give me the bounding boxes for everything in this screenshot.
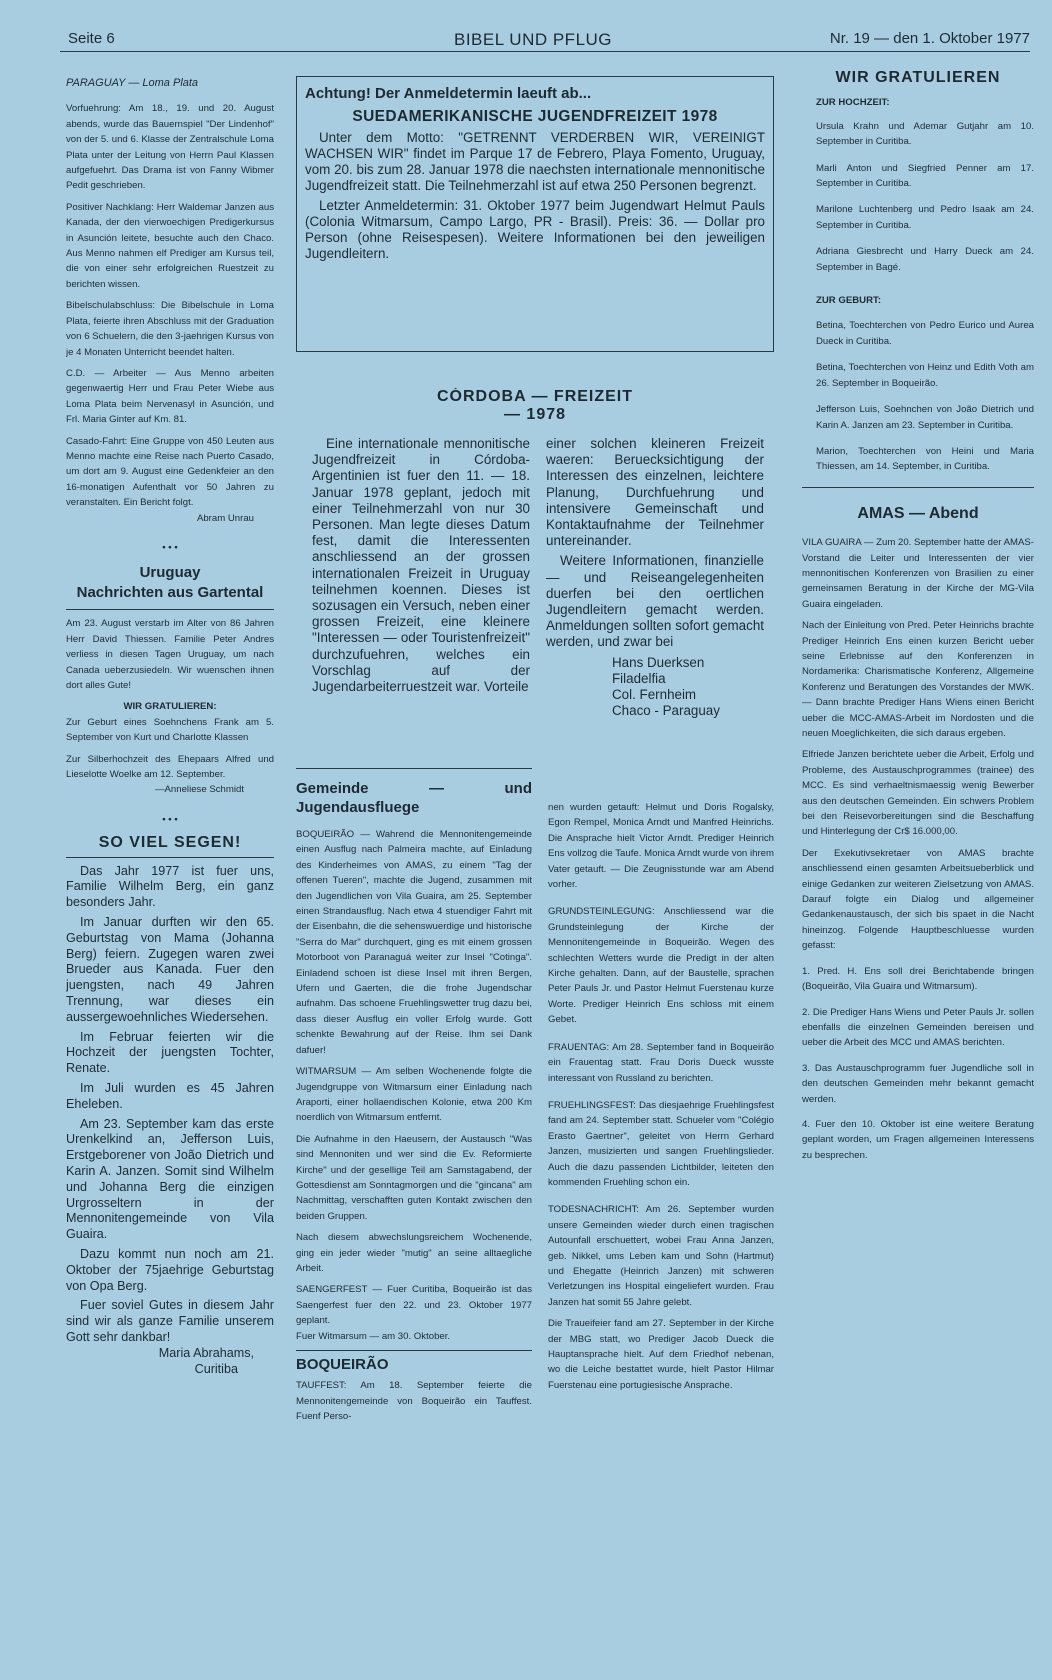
header-rule bbox=[60, 51, 1030, 52]
birth-entry: Marion, Toechterchen von Heini und Maria Thiessen, am 14. September, in Curitiba. bbox=[816, 445, 1034, 473]
box-paragraph: Letzter Anmeldetermin: 31. Oktober 1977 beim Jugendwart Helmut Pauls (Colonia Witmarsum, Campo Largo, PR - Brasil). Preis: 36. — Dollar pro Person (ohne Reisespesen). Weitere Informationen bei den jeweiligen Jugendleitern. bbox=[305, 198, 765, 261]
address-line: Filadelfia bbox=[612, 670, 666, 686]
birth-entry: Jefferson Luis, Soehnchen von João Dietrich und Karin A. Janzen am 23. September in Curitiba. bbox=[816, 404, 1034, 431]
amas-resolution: 3. Das Austauschprogramm fuer Jugendliche soll in den deutschen Gemeinden mehr bekannt gemacht werden. bbox=[802, 1062, 1034, 1105]
amas-title: AMAS — Abend bbox=[857, 504, 979, 522]
page-header bbox=[60, 30, 1030, 50]
amas-paragraph: Der Exekutivsekretaer von AMAS brachte anschliessend einen gesamten Arbeitsueberblick und einige Gedanken zur weiteren Zielsetzung von AMAS. Darauf folgte ein Dialog und allgemeiner Gedankenaustausch, der sich bis spaet in die Nacht hineinzog. Folgende Hauptbeschluesse wurden gefasst: bbox=[802, 847, 1034, 952]
amas-resolution: 1. Pred. H. Ens soll drei Berichtabende bringen (Boqueirão, Vila Guaira und Witmarsum). bbox=[802, 965, 1034, 993]
gemeinde-paragraph: Die Aufnahme in den Haeusern, der Austausch "Was sind Mennoniten und wer sind die Ev. Reformierte Kirche" und der gesellige Teil am Samstagabend, der Gottesdienst am Sonntagmorgen und die "gincana" am Nachmittag, verschafften guten Kontakt zwischen den beiden Gruppen. bbox=[296, 1133, 532, 1222]
article-paragraph: Vorfuehrung: Am 18., 19. und 20. August abends, wurde das Bauernspiel "Der Lindenhof" von der 5. und 6. Klasse der Zentralschule Loma Plata unter der Leitung von Herrn Paul Klassen aufgefuehrt. Das Drama ist von Fanny Wibmer Pedit geschrieben. bbox=[66, 103, 274, 192]
gratulieren-heading: WIR GRATULIEREN: bbox=[123, 701, 217, 713]
amas-paragraph: Elfriede Janzen berichtete ueber die Arbeit, Erfolg und Probleme, des Austauschprogrammes (trainee) des MCC. Es sind verhaeltnismaessig wenig Bewerber aus den deutschen Gemeinden. Ein schwers Problem bei den Reisevorbereitungen sind die Beschaffung und Hinterlegung der Cr$ 16.000,00. bbox=[802, 749, 1034, 838]
divider bbox=[66, 857, 274, 858]
column-gemeinde bbox=[296, 762, 532, 1662]
article-paragraph: Am 23. September kam das erste Urenkelkind an, Jefferson Luis, Erstgeborener von João Dietrich und Karin A. Janzen. Somit sind Wilhelm und Johanna Berg die einzigen Urgrosseltern in der Mennonitengemeinde von Vila Guaira. bbox=[66, 1116, 274, 1242]
signature-place: Curitiba bbox=[194, 1361, 238, 1376]
newspaper-title: BIBEL UND PFLUG bbox=[454, 30, 613, 49]
column-gratulieren bbox=[802, 70, 1034, 1670]
boqueirao-title: BOQUEIRÃO bbox=[296, 1356, 389, 1373]
address-line: Col. Fernheim bbox=[612, 686, 697, 702]
article-paragraph: Im Januar durften wir den 65. Geburtstag von Mama (Johanna Berg) feiern. Zugegen waren zwei Brueder aus Kanada. Fuer den juengsten, nach 49 Jahren Trennung, war dieses ein aussergewoehnliches Wiedersehen. bbox=[66, 915, 274, 1024]
article-paragraph: C.D. — Arbeiter — Aus Menno arbeiten gegenwaertig Herr und Frau Peter Wiebe aus Loma Plata beim Nervenasyl in Asunción, und Frl. Maria Ginter auf Km. 81. bbox=[66, 367, 274, 426]
issue-date: Nr. 19 — den 1. Oktober 1977 bbox=[829, 30, 1030, 47]
article-paragraph: Bibelschulabschluss: Die Bibelschule in Loma Plata, feierte ihren Abschluss mit der Graduation von 6 Schuelern, die den 3-jaehrigen Kursus von je 4 Monaten Unterricht beendet halten. bbox=[66, 300, 274, 358]
cordoba-title: CÓRDOBA — FREIZEIT bbox=[436, 388, 634, 405]
news-paragraph: TODESNACHRICHT: Am 26. September wurden unsere Gemeinden wieder durch einen tragischen Autounfall erschuettert, wobei Frau Anna Janzen, geb. Nikkel, ums Leben kam und Sohn (Hartmut) und Ehegatte (Heinrich Janzen) mit schweren Verletzungen ins Hospital eingeliefert wurden. Frau Janzen hat somit 55 Jahre gelebt. bbox=[548, 1204, 774, 1308]
hochzeit-heading: ZUR HOCHZEIT: bbox=[816, 97, 890, 109]
cordoba-paragraph: Eine internationale mennonitische Jugendfreizeit in Córdoba-Argentinien ist fuer den 11. — 18. Januar 1978 geplant, jedoch mit einer Teilnehmerzahl von nur 30 Personen. Man legte dieses Datum fest, damit die Interessenten anschliessend an der grossen internationalen Freizeit in Uruguay teilnehmen koennen. Dieses ist sozusagen ein Versuch, neben einer grossen Freizeit, eine kleinere "Interessen — oder Touristenfreizeit" durchzufuehren, welches ein Vorschlag auf der Jugendarbeiterruestzeit war. Vorteile bbox=[312, 436, 530, 695]
wedding-entry: Marli Anton und Siegfried Penner am 17. September in Curitiba. bbox=[816, 162, 1034, 190]
divider bbox=[296, 1350, 532, 1351]
birth-entry: Betina, Toechterchen von Heinz und Edith Voth am 26. September in Boqueirão. bbox=[816, 362, 1034, 389]
segen-title: SO VIEL SEGEN! bbox=[98, 834, 242, 852]
wedding-entry: Adriana Giesbrecht und Harry Dueck am 24. September in Bagé. bbox=[816, 246, 1034, 273]
address-line: Chaco - Paraguay bbox=[612, 702, 720, 718]
amas-paragraph: Nach der Einleitung von Pred. Peter Heinrichs brachte Prediger Heinrich Ens einen kurzen Bericht ueber seine Erlebnisse auf den Konferenzen in Nordamerika: Charismatische Konferenz, Allgemeine Konferenz und Beratungen des Vorstandes der MWK. — Dann brachte Prediger Hans Wiens einen Bericht ueber die MCC-AMAS-Arbeit im Nordosten und die neuen Moeglichkeiten, die sich daraus ergeben. bbox=[802, 620, 1034, 739]
separator-dots: • • • bbox=[162, 813, 178, 825]
news-paragraph: FRUEHLINGSFEST: Das diesjaehrige Fruehlingsfest fand am 24. September statt. Schueler vom "Colégio Erasto Gaertner", geleitet von Herrn Gerhard Janzen, musizierten und sangen Fruehlingslieder. Auch die dazu passenden Lichtbilder, leiteten den kommenden Fruehling schon ein. bbox=[548, 1099, 774, 1188]
gemeinde-paragraph: TAUFFEST: Am 18. September feierte die Mennonitengemeinde von Boqueirão ein Tauffest. Fuenf Perso- bbox=[296, 1380, 532, 1423]
column-paraguay bbox=[66, 76, 274, 1416]
article-paragraph: Positiver Nachklang: Herr Waldemar Janzen aus Kanada, der den vierwoechigen Predigerkursus in Asunción leitete, besuchte auch den Chaco. Aus Menno nahmen elf Prediger am Kursus teil, die von einer sehr erfolgreichen Ruestzeit zu berichten wissen. bbox=[66, 201, 274, 290]
news-paragraph: nen wurden getauft: Helmut und Doris Rogalsky, Egon Rempel, Monica Arndt und Manfred Heinrichs. Die Ansprache hielt Victor Arndt. Prediger Heinrich Ens vollzog die Taufe. Monica Arndt wurde von ihrem Vater getauft. — Die Zeugnisstunde war am Abend vorher. bbox=[548, 802, 774, 891]
article-paragraph: Am 23. August verstarb im Alter von 86 Jahren Herr David Thiessen. Familie Peter Andres verliess in diesen Tagen Uruguay, um nach Canada ueberzusiedeln. Wir wuenschen ihnen dort alles Gute! bbox=[66, 618, 274, 691]
geburt-heading: ZUR GEBURT: bbox=[816, 295, 882, 307]
uruguay-subtitle: Nachrichten aus Gartental bbox=[76, 584, 264, 602]
article-paragraph: Im Februar feierten wir die Hochzeit der juengsten Tochter, Renate. bbox=[66, 1029, 274, 1076]
signature: Maria Abrahams, bbox=[158, 1345, 254, 1360]
divider bbox=[802, 487, 1034, 488]
divider bbox=[66, 609, 274, 610]
article-paragraph: Zur Geburt eines Soehnchens Frank am 5. September von Kurt und Charlotte Klassen bbox=[66, 716, 274, 744]
divider bbox=[296, 768, 532, 769]
amas-resolution: 2. Die Prediger Hans Wiens und Peter Pauls Jr. sollen ebenfalls die einzelnen Gemeinden bereisen und ueber die Arbeit des MCC und AMAS berichten. bbox=[802, 1006, 1034, 1049]
gemeinde-paragraph: WITMARSUM — Am selben Wochenende folgte die Jugendgruppe von Witmarsum einer Einladung nach Araporti, einer hollaendischen Kolonie, etwa 200 Km noerdlich von Witmarsum entfernt. bbox=[296, 1066, 532, 1124]
section-paraguay: PARAGUAY — Loma Plata bbox=[66, 77, 199, 89]
wedding-entry: Marilone Luchtenberg und Pedro Isaak am 24. September in Curitiba. bbox=[816, 204, 1034, 231]
separator-dots: • • • bbox=[162, 541, 178, 553]
amas-resolution: 4. Fuer den 10. Oktober ist eine weitere Beratung geplant worden, um Fragen allgemeinen Interessens zu besprechen. bbox=[802, 1118, 1034, 1161]
gemeinde-paragraph: Nach diesem abwechslungsreichem Wochenende, ging ein jeder wieder "mutig" an seine alltaegliche Arbeit. bbox=[296, 1232, 532, 1274]
cordoba-paragraph: Weitere Informationen, finanzielle — und Reiseangelegenheiten duerfen bei den oertlichen Jugendleitern gemacht werden. Anmeldungen sollten sofort gemacht werden, und zwar bei bbox=[546, 553, 764, 650]
box-paragraph: Unter dem Motto: "GETRENNT VERDERBEN WIR, VEREINIGT WACHSEN WIR" findet im Parque 17 de Febrero, Playa Fomento, Uruguay, vom 20. bis zum 28. Januar 1978 die naechsten internationale mennonitische Jugendfreizeit statt. Die Teilnehmerzahl ist auf etwa 250 Personen begrenzt. bbox=[305, 130, 765, 193]
article-paragraph: Dazu kommt nun noch am 21. Oktober der 75jaehrige Geburtstag von Opa Berg. bbox=[66, 1246, 274, 1293]
news-paragraph: Die Traueifeier fand am 27. September in der Kirche der MBG statt, wo Prediger Jacob Dueck die Hauptansprache hielt. Auf dem Friedhof nebenan, wo die Leiche bestattet wurde, hielt Pastor Hilmar Fuerstenau eine portugiesische Ansprache. bbox=[548, 1318, 774, 1391]
news-paragraph: FRAUENTAG: Am 28. September fand in Boqueirão ein Frauentag statt. Frau Doris Dueck wusste interessant von Russland zu berichten. bbox=[548, 1041, 774, 1084]
gemeinde-title: Gemeinde — und Jugendausfluege bbox=[296, 780, 532, 816]
signature: —Anneliese Schmidt bbox=[154, 784, 244, 796]
cordoba-year: — 1978 bbox=[503, 406, 567, 423]
news-paragraph: GRUNDSTEINLEGUNG: Anschliessend war die Grundsteinlegung der Kirche der Mennonitengemeinde in Boqueirão. Wegen des schlechten Wetters wurde die Predigt in der alten Kirche gehalten. Dann, auf der Baustelle, sprachen Peter Pauls Jr. und Pastor Helmut Fuerstenau kurze Worte. Prediger Heinrich Ens schloss mit einem Gebet. bbox=[548, 906, 774, 1026]
signature: Abram Unrau bbox=[196, 512, 254, 524]
article-paragraph: Zur Silberhochzeit des Ehepaars Alfred und Lieselotte Woelke am 12. September. bbox=[66, 753, 274, 781]
box-kicker: Achtung! Der Anmeldetermin laeuft ab... bbox=[305, 85, 592, 102]
article-paragraph: Das Jahr 1977 ist fuer uns, Familie Wilhelm Berg, ein ganz besonders Jahr. bbox=[66, 863, 274, 910]
gemeinde-paragraph: BOQUEIRÃO — Wahrend die Mennonitengemeinde einen Ausflug nach Palmeira machte, auf Einladung des Kinderheimes von AMAS, zu einem "Tag der offenen Tueren", machte die Jugend, zusammen mit den Jugendlichen von Vila Guaira, am 25. September einen Strandausflug. Nach etwa 4 stuendiger Fahrt mit der Eisenbahn, die die sehenswuerdige und historische "Serra do Mar" durchquert, ging es mit einem grossen Motorboot von Paranaguá weiter zur Insel "Cotinga". Einladend schoen ist diese Insel mit ihren Bergen, Ufern und Gaerten, die die frohe Jugendschar aufnahm. Das schoene Fruehlingswetter trug dazu bei, dass dieser Ausflug ein voller Erfolg wurde. Gott schenkte Bewahrung auf der Reise. Ihm sei Dank dafuer! bbox=[296, 829, 532, 1056]
article-paragraph: Im Juli wurden es 45 Jahren Eheleben. bbox=[66, 1081, 274, 1111]
cordoba-paragraph: einer solchen kleineren Freizeit waeren: Beruecksichtigung der Interessen des einzelnen, leichtere Planung, Durchfuehrung und intensivere Gemeinschaft und Kontaktaufnahme der Teilnehmer untereinander. bbox=[546, 436, 764, 549]
gratulieren-title: WIR GRATULIEREN bbox=[835, 70, 1001, 86]
gemeinde-paragraph: SAENGERFEST — Fuer Curitiba, Boqueirão ist das Saengerfest fuer den 22. und 23. Oktober 1977 geplant. bbox=[296, 1284, 532, 1327]
article-paragraph: Casado-Fahrt: Eine Gruppe von 450 Leuten aus Menno machte eine Reise nach Puerto Casado, um dort am 9. August eine Gedenkfeier an den 16-monatigen Aufenthalt vor 50 Jahren zu veranstalten. Ein Bericht folgt. bbox=[66, 435, 274, 509]
gemeinde-paragraph: Fuer Witmarsum — am 30. Oktober. bbox=[296, 1330, 451, 1342]
jugendfreizeit-box bbox=[296, 76, 774, 354]
wedding-entry: Ursula Krahn und Ademar Gutjahr am 10. September in Curitiba. bbox=[816, 120, 1034, 148]
cordoba-article bbox=[296, 388, 774, 748]
birth-entry: Betina, Toechterchen von Pedro Eurico und Aurea Dueck in Curitiba. bbox=[816, 320, 1034, 347]
article-paragraph: Fuer soviel Gutes in diesem Jahr sind wir als ganze Familie unserem Gott sehr dankbar! bbox=[66, 1298, 274, 1344]
column-boqueirao-news bbox=[548, 800, 774, 1660]
address-line: Hans Duerksen bbox=[612, 654, 705, 670]
page-number: Seite 6 bbox=[68, 30, 115, 47]
amas-paragraph: VILA GUAIRA — Zum 20. September hatte der AMAS-Vorstand die Leiter und Interessenten der vier mennonitischen Konferenzen von Brasilien zu einer gemeinsamen Beratung in der Kirche der MG-Vila Guaira eingeladen. bbox=[802, 537, 1034, 610]
box-title: SUEDAMERIKANISCHE JUGENDFREIZEIT 1978 bbox=[352, 108, 718, 125]
uruguay-title: Uruguay bbox=[139, 564, 201, 582]
